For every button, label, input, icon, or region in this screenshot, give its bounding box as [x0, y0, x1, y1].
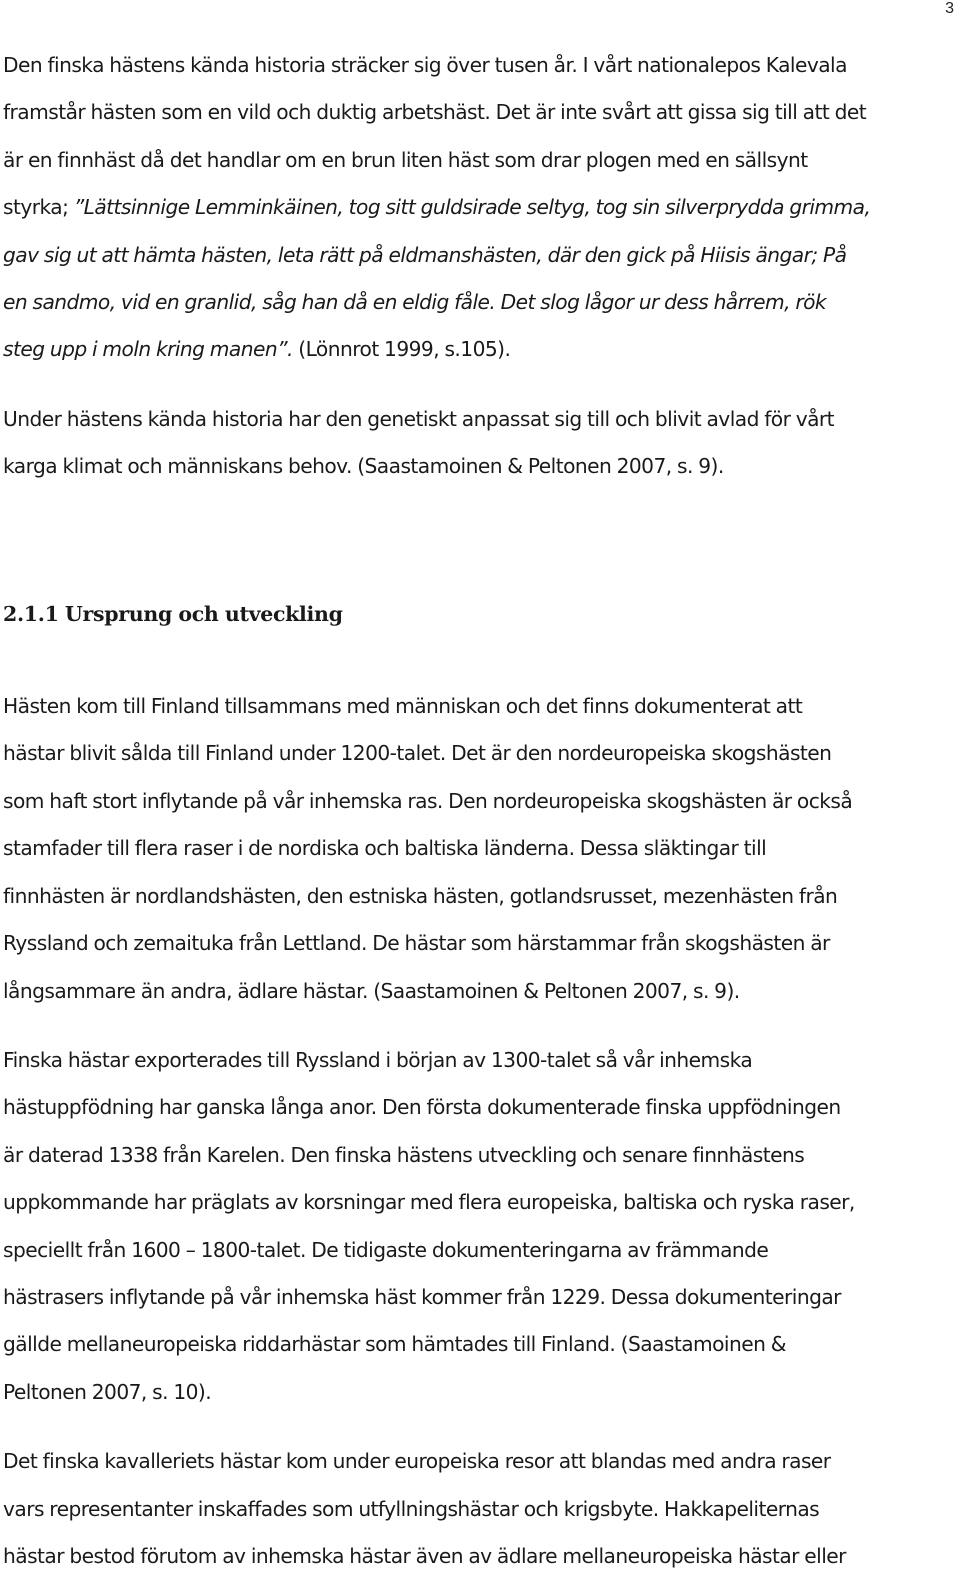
text-line: finnhästen är nordlandshästen, den estniska hästen, gotlandsrusset, mezenhästen från: [3, 883, 838, 908]
quote-text: steg upp i moln kring manen”.: [3, 337, 293, 362]
text-line: Peltonen 2007, s. 10).: [3, 1379, 212, 1404]
text-line: Finska hästar exporterades till Ryssland i början av 1300-talet så vår inhemska: [3, 1047, 753, 1072]
text-line: karga klimat och människans behov. (Saastamoinen & Peltonen 2007, s. 9).: [3, 454, 724, 479]
text-line: Ryssland och zemaituka från Lettland. De hästar som härstammar från skogshästen är: [3, 931, 830, 956]
quote-text: gav sig ut att hämta hästen, leta rätt på eldmanshästen, där den gick på Hiisis ängar; På: [3, 242, 847, 267]
text-run: styrka;: [3, 195, 74, 220]
text-line: uppkommande har präglats av korsningar med flera europeiska, baltiska och ryska raser,: [3, 1190, 855, 1215]
text-line: hästar bestod förutom av inhemska hästar även av ädlare mellaneuropeiska hästar eller: [3, 1543, 846, 1568]
citation: (Lönnrot 1999, s.105).: [292, 337, 511, 362]
paragraph-genetics: [3, 396, 953, 491]
text-line: [3, 184, 953, 231]
text-line: långsammare än andra, ädlare hästar. (Saastamoinen & Peltonen 2007, s. 9).: [3, 978, 740, 1003]
text-line: gällde mellaneuropeiska riddarhästar som hämtades till Finland. (Saastamoinen &: [3, 1332, 786, 1357]
document-body: [3, 42, 953, 1580]
text-line: speciellt från 1600 – 1800-talet. De tidigaste dokumenteringarna av främmande: [3, 1237, 769, 1262]
text-line: är en finnhäst då det handlar om en brun liten häst som drar plogen med en sällsynt: [3, 147, 808, 172]
text-line: som haft stort inflytande på vår inhemska ras. Den nordeuropeiska skogshästen är också: [3, 788, 853, 813]
quote-text: ”Lättsinnige Lemminkäinen, tog sitt guldsirade seltyg, tog sin silverprydda grimma,: [73, 195, 871, 220]
text-line: Under hästens kända historia har den genetiskt anpassat sig till och blivit avlad för vårt: [3, 406, 835, 431]
text-line: framstår hästen som en vild och duktig arbetshäst. Det är inte svårt att gissa sig till att det: [3, 100, 867, 125]
text-line: är daterad 1338 från Karelen. Den finska hästens utveckling och senare finnhästens: [3, 1142, 805, 1167]
text-line: stamfader till flera raser i de nordiska och baltiska länderna. Dessa släktingar till: [3, 836, 767, 861]
text-line: vars representanter inskaffades som utfyllningshästar och krigsbyte. Hakkapeliternas: [3, 1496, 820, 1521]
paragraph-export: [3, 1037, 953, 1416]
quote-line: [3, 279, 953, 326]
page-number: 3: [945, 0, 954, 17]
section-heading: 2.1.1 Ursprung och utveckling: [3, 601, 343, 626]
text-line: hästuppfödning har ganska långa anor. Den första dokumenterade finska uppfödningen: [3, 1095, 841, 1120]
text-line: Hästen kom till Finland tillsammans med människan och det finns dokumenterat att: [3, 694, 803, 719]
text-line: [3, 326, 953, 373]
text-line: Det finska kavalleriets hästar kom under europeiska resor att blandas med andra raser: [3, 1449, 831, 1474]
paragraph-origin: [3, 683, 953, 1015]
text-line: Den finska hästens kända historia sträcker sig över tusen år. I vårt nationalepos Kalevala: [3, 53, 847, 77]
quote-line: [3, 232, 953, 279]
text-line: hästrasers inflytande på vår inhemska häst kommer från 1229. Dessa dokumenteringar: [3, 1284, 841, 1309]
paragraph-kalevala: [3, 42, 953, 374]
text-line: hästar blivit sålda till Finland under 1200-talet. Det är den nordeuropeiska skogshästen: [3, 741, 832, 766]
paragraph-cavalry: [3, 1438, 953, 1580]
quote-text: en sandmo, vid en granlid, såg han då en eldig fåle. Det slog lågor ur dess hårrem, rök: [3, 290, 827, 315]
